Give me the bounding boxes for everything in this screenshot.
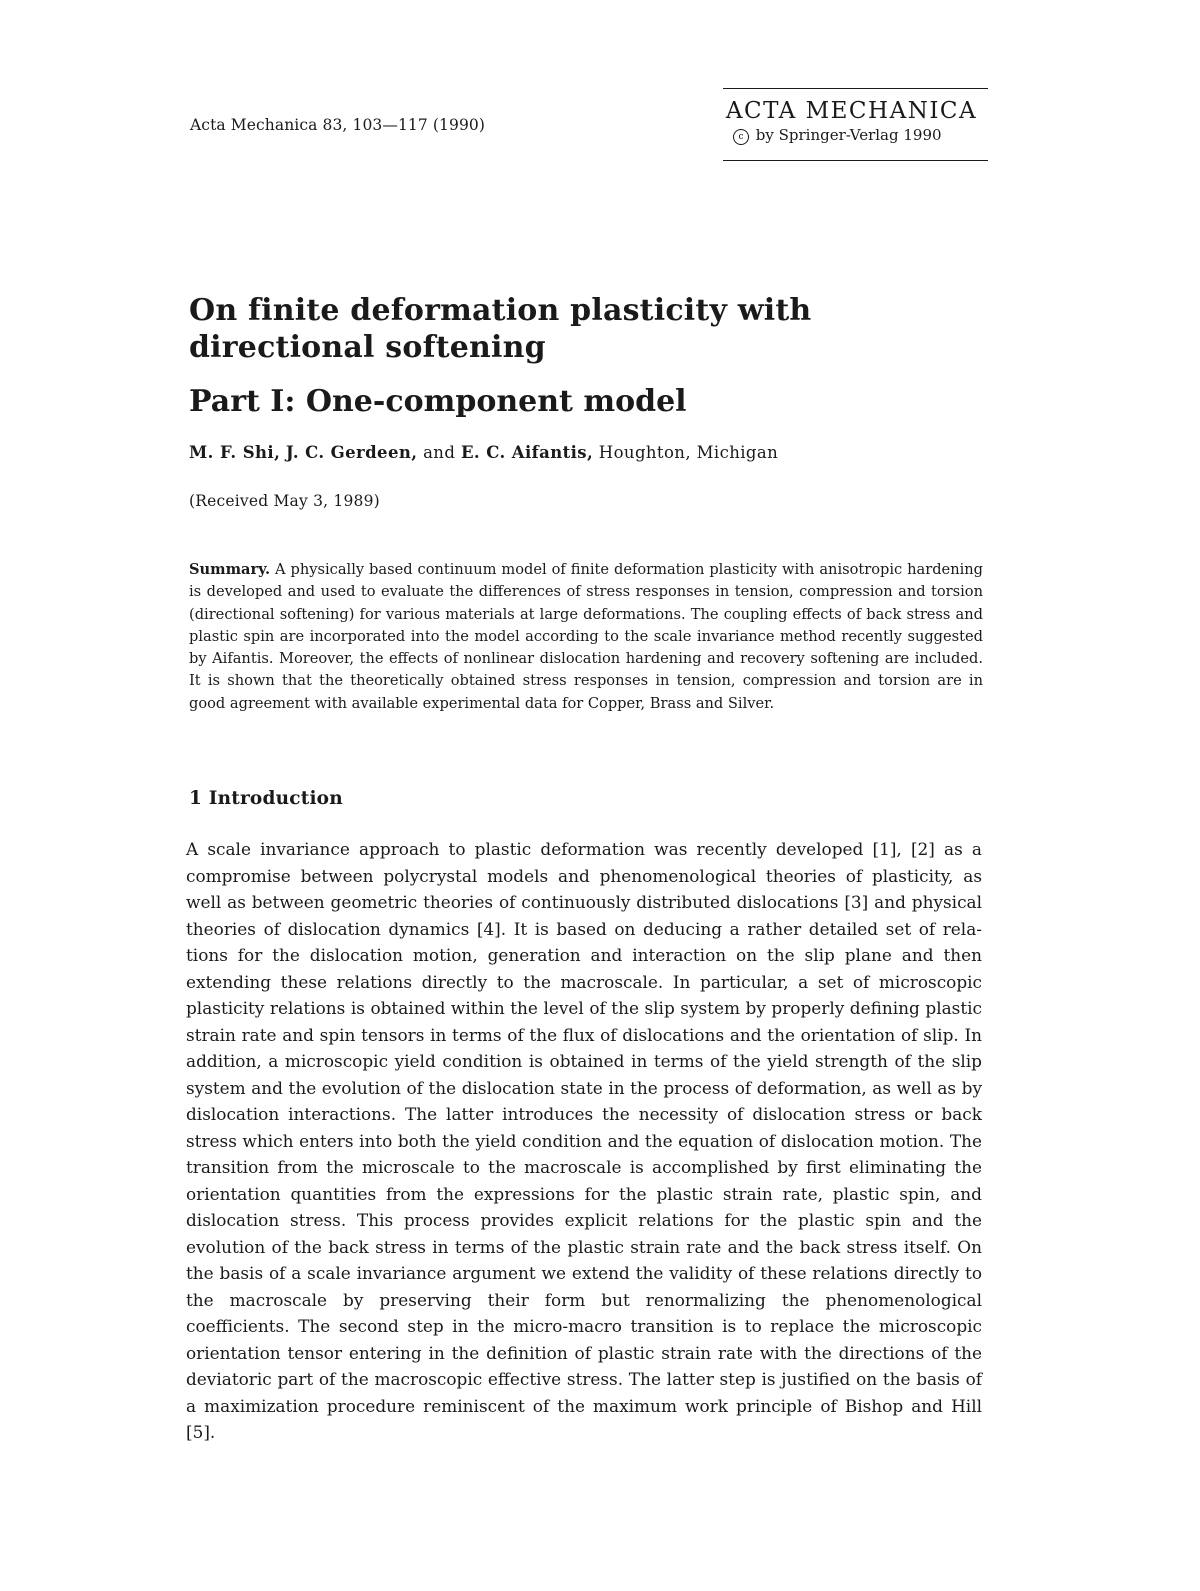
author-line [189,443,778,462]
summary-label: Summary. [189,561,271,578]
author-affiliation: Houghton, Michigan [598,443,779,462]
author-1: M. F. Shi, [189,443,281,462]
summary-block [189,559,983,715]
journal-citation: Acta Mechanica 83, 103—117 (1990) [190,116,486,134]
journal-box [723,88,988,161]
author-conjunction: and [423,443,456,462]
article-subtitle: Part I: One-component model [189,384,687,419]
author-3: E. C. Aifantis, [460,443,594,462]
journal-copyright [733,124,988,146]
introduction-paragraph: A scale invariance approach to plastic deformation was recently developed [1], [2] as a compromise between polycrystal models and phenomenological theories of plasticity, as well as between geometric theories of continuously distributed dislocations [3] and physical theories of dislocation dynamics [4]. It is based on deducing a rather detailed set of relations for the dislocation motion, generation and interaction on the slip plane and then extending these relations directly to the macroscale. In particular, a set of microscopic plasticity relations is obtained within the level of the slip system by properly defining plastic strain rate and spin tensors in terms of the flux of dislocations and the orientation of slip. In addition, a microscopic yield condition is obtained in terms of the yield strength of the slip system and the evolution of the dislocation state in the process of deformation, as well as by dislocation interactions. The latter introduces the necessity of dislocation stress or back stress which enters into both the yield condition and the equation of dislocation motion. The transition from the microscale to the macroscale is accomplished by first eliminating the orientation quantities from the expressions for the plastic strain rate, plastic spin, and dislocation stress. This process provides explicit relations for the plastic spin and the evolution of the back stress in terms of the plastic strain rate and the back stress itself. On the basis of a scale invariance argument we extend the validity of these relations directly to the macroscale by preserving their form but renormalizing the phenomenological coefficients. The second step in the micro-macro transition is to replace the microscopic orientation tensor entering in the definition of plastic strain rate with the directions of the deviatoric part of the macroscopic effective stress. The latter step is justified on the basis of a maximization procedure reminiscent of the maximum work principle of Bishop and Hill [5]. [186,839,982,1442]
journal-name: ACTA MECHANICA [725,98,978,124]
copyright-icon: c [733,129,749,145]
summary-text: A physically based continuum model of finite deformation plasticity with anisotropic hardening is developed and used to evaluate the differences of stress responses in tension, compression and torsion (directional softening) for various materials at large deformations. The coupling effects of back stress and plastic spin are incorporated into the model according to the scale invariance method recently suggested by Aifantis. Moreover, the effects of nonlinear dislocation hardening and recovery softening are included. It is shown that the theoretically obtained stress responses in tension, compression and torsion are in good agreement with available experimental data for Copper, Brass and Silver. [189,561,984,712]
author-2: J. C. Gerdeen, [285,443,418,462]
article-title: On finite deformation plasticity with directional softening [189,293,812,365]
received-date: (Received May 3, 1989) [189,492,380,510]
copyright-text: by Springer-Verlag 1990 [755,126,942,144]
section-heading-introduction: 1 Introduction [189,788,343,809]
